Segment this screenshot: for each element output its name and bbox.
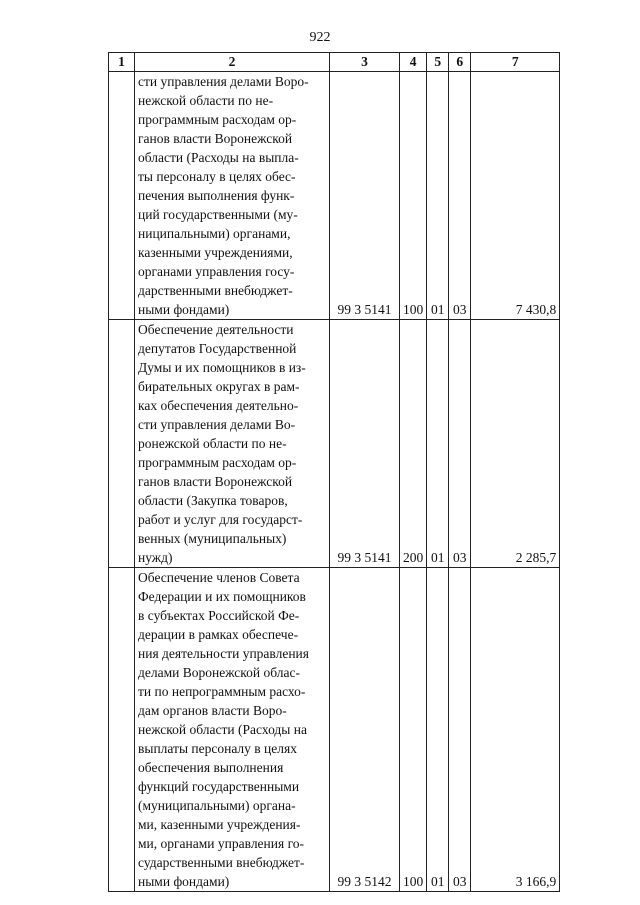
subsection-cell: 03 xyxy=(449,568,471,892)
description-cell: Обеспечение деятельности депутатов Государственной Думы и их помощников в из- бирательных округах в рам- ках обеспечения деятельно- сти управления делами Во- ронежской области по не- программным расходам ор- ганов власти Воронежской области (Закупка товаров, работ и услуг для государст- венных (муниципальных) нужд) xyxy=(135,320,330,568)
description-cell: Обеспечение членов Совета Федерации и их помощников в субъектах Российской Фе- дерации в рамках обеспече- ния деятельности управления делами Воронежской облас- ти по непрограммным расхо- дам органов власти Воро- нежской области (Расходы на выплаты персоналу в целях обеспечения выполнения функций государственными (муниципальными) органа- ми, казенными учреждения- ми, органами управления го- сударственными внебюджет- ными фондами) xyxy=(135,568,330,892)
target-code-cell: 99 3 5141 xyxy=(330,72,400,320)
amount-cell: 3 166,9 xyxy=(471,568,560,892)
expense-type-cell: 200 xyxy=(400,320,427,568)
target-code-cell: 99 3 5141 xyxy=(330,320,400,568)
column-header-6: 6 xyxy=(449,53,471,72)
section-cell: 01 xyxy=(427,568,449,892)
table-header-row xyxy=(109,53,560,72)
expense-type-cell: 100 xyxy=(400,568,427,892)
column-header-2: 2 xyxy=(135,53,330,72)
column-header-5: 5 xyxy=(427,53,449,72)
description-cell: сти управления делами Воро- нежской области по не- программным расходам ор- ганов власти Воронежской области (Расходы на выпла- ты персоналу в целях обес- печения выполнения функ- ций государственными (му- ниципальными) органами, казенными учреждениями, органами управления госу- дарственными внебюджет- ными фондами) xyxy=(135,72,330,320)
amount-cell: 7 430,8 xyxy=(471,72,560,320)
page-number: 922 xyxy=(309,30,331,45)
section-cell: 01 xyxy=(427,320,449,568)
table-row xyxy=(109,72,560,320)
row-index-cell xyxy=(109,568,135,892)
section-cell: 01 xyxy=(427,72,449,320)
column-header-1: 1 xyxy=(109,53,135,72)
subsection-cell: 03 xyxy=(449,72,471,320)
column-header-4: 4 xyxy=(400,53,427,72)
row-index-cell xyxy=(109,320,135,568)
target-code-cell: 99 3 5142 xyxy=(330,568,400,892)
budget-table xyxy=(108,52,560,892)
amount-cell: 2 285,7 xyxy=(471,320,560,568)
column-header-7: 7 xyxy=(471,53,560,72)
expense-type-cell: 100 xyxy=(400,72,427,320)
table-row xyxy=(109,568,560,892)
subsection-cell: 03 xyxy=(449,320,471,568)
column-header-3: 3 xyxy=(330,53,400,72)
row-index-cell xyxy=(109,72,135,320)
table-row xyxy=(109,320,560,568)
